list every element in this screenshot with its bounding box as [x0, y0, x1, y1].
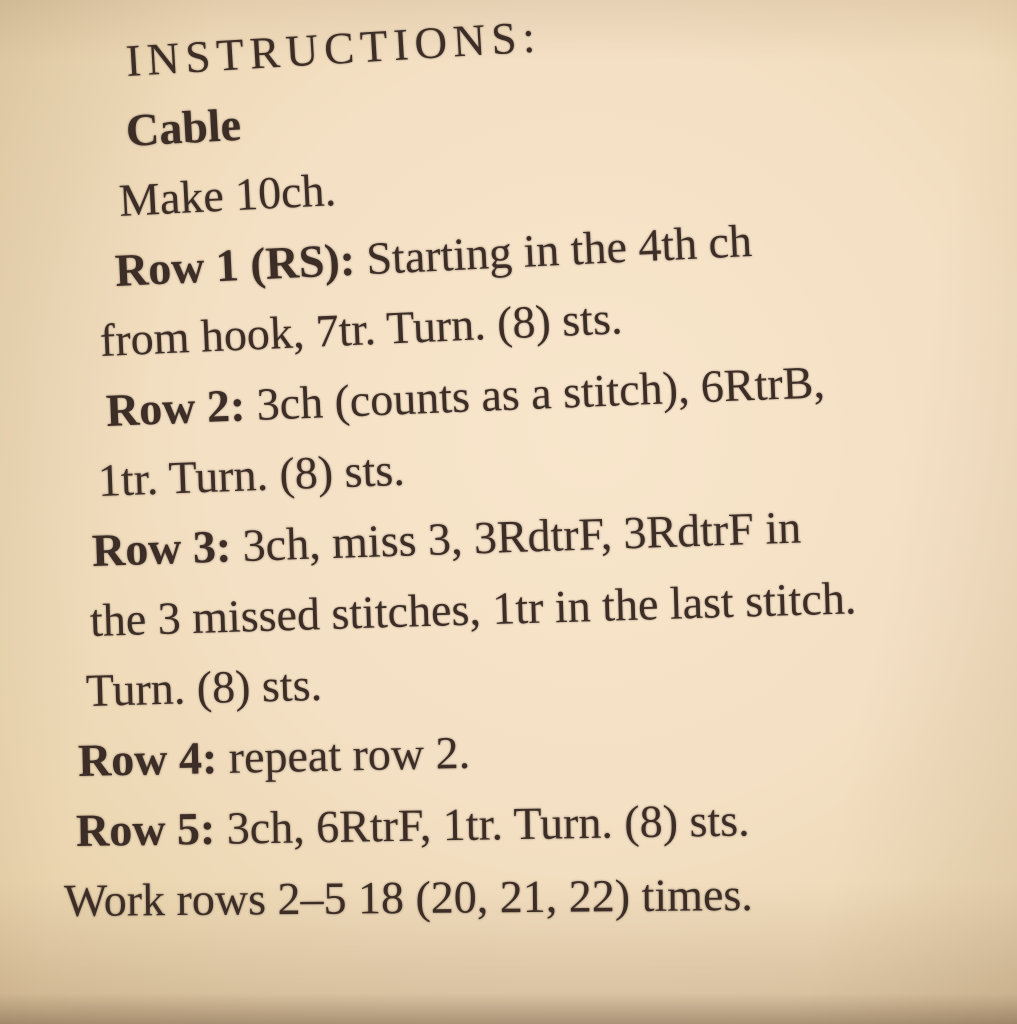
- row5-label: Row 5:: [75, 802, 228, 856]
- row2-label: Row 2:: [104, 378, 258, 436]
- pattern-name-label: Cable: [124, 98, 243, 156]
- row4-label: Row 4:: [77, 731, 230, 786]
- row3-continued-text: the 3 missed stitches, 1tr in the last stitch.: [89, 572, 857, 646]
- repeat-instruction-text: Work rows 2–5 18 (20, 21, 22) times.: [63, 868, 753, 926]
- row5-text: 3ch, 6RtrF, 1tr. Turn. (8) sts.: [226, 794, 750, 854]
- row3-text: 3ch, miss 3, 3RdtrF, 3RdtrF in: [241, 501, 802, 571]
- row2-text: 3ch (counts as a stitch), 6RtrB,: [255, 356, 826, 430]
- row1-continued-text: from hook, 7tr. Turn. (8) sts.: [98, 292, 624, 366]
- make-chain-text: Make 10ch.: [117, 164, 338, 226]
- row1-text: Starting in the 4th ch: [365, 214, 754, 285]
- row1-label: Row 1 (RS):: [113, 233, 368, 296]
- section-heading-label: INSTRUCTIONS:: [124, 11, 543, 86]
- row3-end-text: Turn. (8) sts.: [85, 658, 323, 716]
- line-row5: [75, 781, 1017, 866]
- row2-continued-text: 1tr. Turn. (8) sts.: [97, 443, 406, 506]
- row3-label: Row 3:: [91, 520, 244, 576]
- instructions-text-block: [0, 11, 1017, 936]
- line-repeat-instruction: [64, 858, 1017, 936]
- row4-text: repeat row 2.: [228, 726, 471, 783]
